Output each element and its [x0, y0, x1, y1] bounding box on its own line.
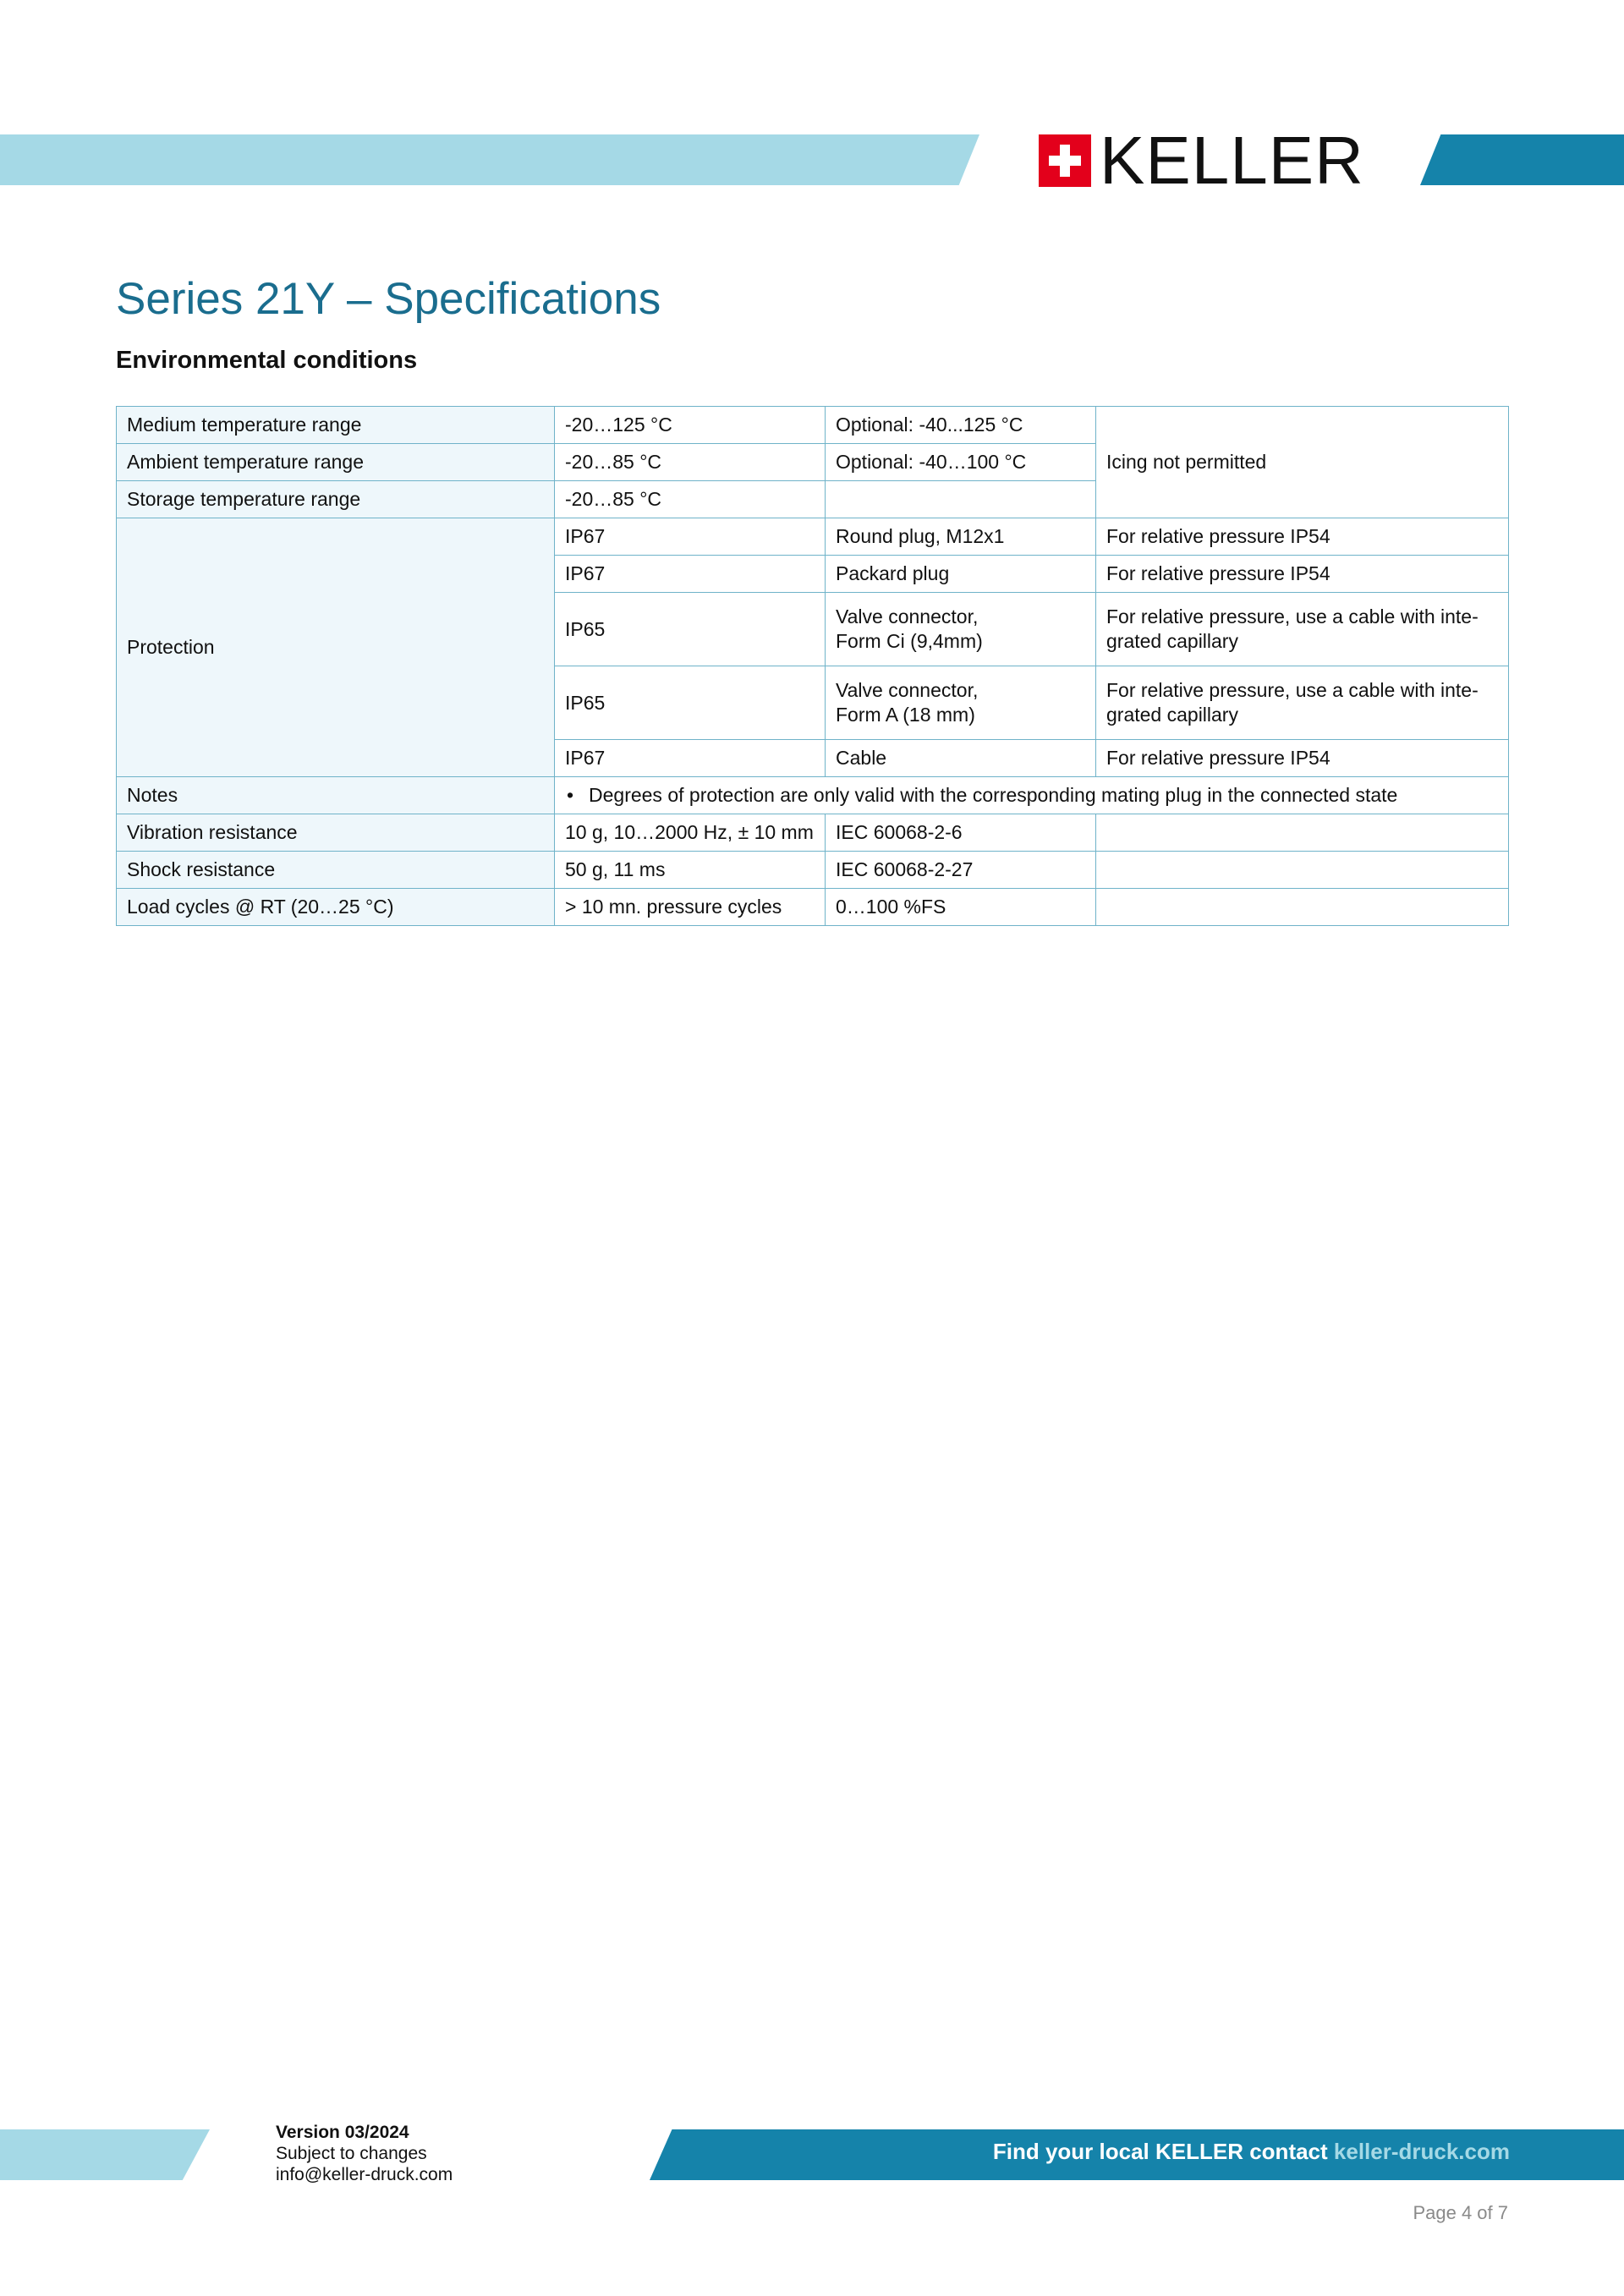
- cell-empty: [1096, 889, 1509, 926]
- cell-connector: [826, 593, 1096, 666]
- page-title: Series 21Y – Specifications: [116, 274, 661, 324]
- remark-line: grated capillary: [1106, 704, 1238, 726]
- cell-remark: For relative pressure IP54: [1096, 556, 1509, 593]
- section-title: Environmental conditions: [116, 347, 418, 374]
- cell-remark: For relative pressure IP54: [1096, 740, 1509, 777]
- footer-contact: [993, 2139, 1510, 2165]
- note-text: Degrees of protection are only valid with the corresponding mating plug in the connected state: [589, 784, 1398, 806]
- remark-line: For relative pressure, use a cable with inte-: [1106, 679, 1479, 701]
- cell-connector: Packard plug: [826, 556, 1096, 593]
- cell-empty: [1096, 852, 1509, 889]
- row-label-protection: Protection: [117, 518, 555, 777]
- row-label: Medium temperature range: [117, 407, 555, 444]
- cell-remark: [1096, 593, 1509, 666]
- table-row: [117, 889, 1509, 926]
- cell-remark: For relative pressure IP54: [1096, 518, 1509, 556]
- subject-to-changes: Subject to changes: [276, 2144, 427, 2163]
- remark-line: grated capillary: [1106, 630, 1238, 652]
- notes-cell: [555, 777, 1509, 814]
- row-label: Ambient temperature range: [117, 444, 555, 481]
- connector-line: Valve connector,: [836, 679, 979, 701]
- row-label: Load cycles @ RT (20…25 °C): [117, 889, 555, 926]
- cell-option: Optional: -40...125 °C: [826, 407, 1096, 444]
- website-link[interactable]: keller-druck.com: [1333, 2139, 1510, 2164]
- footer-info: [276, 2122, 453, 2185]
- cell-value: 50 g, 11 ms: [555, 852, 826, 889]
- bullet-icon: •: [567, 784, 574, 806]
- version-label: Version 03/2024: [276, 2123, 409, 2142]
- logo-text: KELLER: [1100, 123, 1364, 198]
- cell-rating: IP67: [555, 740, 826, 777]
- table-row: [117, 814, 1509, 852]
- cell-connector: [826, 666, 1096, 740]
- cell-standard: IEC 60068-2-6: [826, 814, 1096, 852]
- table-row: [117, 407, 1509, 444]
- cell-rating: IP65: [555, 666, 826, 740]
- keller-logo: [1039, 123, 1364, 198]
- cell-range: 0…100 %FS: [826, 889, 1096, 926]
- cell-remark: [1096, 666, 1509, 740]
- cell-value: -20…85 °C: [555, 444, 826, 481]
- icing-note: Icing not permitted: [1096, 407, 1509, 518]
- cell-value: -20…85 °C: [555, 481, 826, 518]
- cell-option: Optional: -40…100 °C: [826, 444, 1096, 481]
- row-label: Vibration resistance: [117, 814, 555, 852]
- header-band-right: [1420, 134, 1624, 185]
- cell-value: -20…125 °C: [555, 407, 826, 444]
- cell-rating: IP65: [555, 593, 826, 666]
- connector-line: Form Ci (9,4mm): [836, 630, 983, 652]
- cell-connector: Round plug, M12x1: [826, 518, 1096, 556]
- environmental-conditions-table: [116, 406, 1509, 926]
- connector-line: Valve connector,: [836, 606, 979, 627]
- connector-line: Form A (18 mm): [836, 704, 975, 726]
- cell-value: > 10 mn. pressure cycles: [555, 889, 826, 926]
- cell-value: 10 g, 10…2000 Hz, ± 10 mm: [555, 814, 826, 852]
- cell-empty: [1096, 814, 1509, 852]
- remark-line: For relative pressure, use a cable with inte-: [1106, 606, 1479, 627]
- swiss-cross-icon: [1039, 134, 1091, 187]
- row-label: Shock resistance: [117, 852, 555, 889]
- contact-text: Find your local KELLER contact: [992, 2139, 1334, 2164]
- cell-rating: IP67: [555, 556, 826, 593]
- header-band-left: [0, 134, 979, 185]
- cell-connector: Cable: [826, 740, 1096, 777]
- table-row: [117, 852, 1509, 889]
- row-label: Notes: [117, 777, 555, 814]
- page-number: Page 4 of 7: [1413, 2202, 1508, 2223]
- cell-standard: IEC 60068-2-27: [826, 852, 1096, 889]
- contact-email[interactable]: info@keller-druck.com: [276, 2165, 453, 2184]
- row-label: Storage temperature range: [117, 481, 555, 518]
- cell-empty: [826, 481, 1096, 518]
- table-row: [117, 777, 1509, 814]
- table-row: [117, 518, 1509, 556]
- footer-band-left: [0, 2129, 210, 2180]
- cell-rating: IP67: [555, 518, 826, 556]
